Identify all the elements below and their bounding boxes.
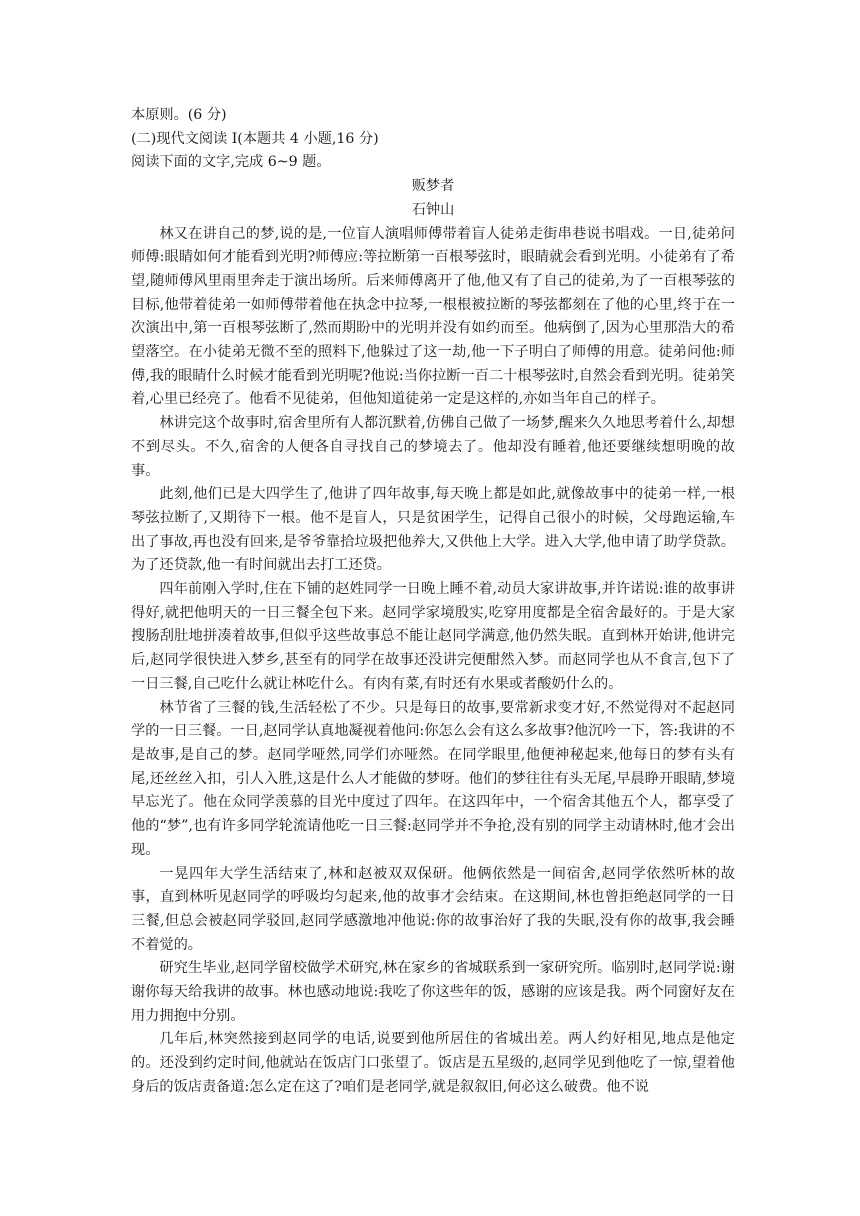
article-paragraph: 此刻,他们已是大四学生了,他讲了四年故事,每天晚上都是如此,就像故事中的徒弟一样,一根琴弦拉断了,又期待下一根。他不是盲人，只是贫困学生，记得自己很小的时候，父母跑运输,车出了事故,再也没有回来,是爷爷靠拾垃圾把他养大,又供他上大学。进入大学,他申请了助学贷款。为了还贷款,他一有时间就出去打工还贷。	[131, 486, 735, 574]
article-paragraph: 一晃四年大学生活结束了,林和赵被双双保研。他俩依然是一间宿舍,赵同学依然听林的故事，直到林听见赵同学的呼吸均匀起来,他的故事才会结束。在这期间,林也曾拒绝赵同学的一日三餐,但总会被赵同学驳回,赵同学感激地冲他说:你的故事治好了我的失眠,没有你的故事,我会睡不着觉的。	[131, 865, 735, 953]
article-paragraph: 林又在讲自己的梦,说的是,一位盲人演唱师傅带着盲人徒弟走街串巷说书唱戏。一日,徒弟问师傅:眼睛如何才能看到光明?师傅应:等拉断第一百根琴弦时，眼睛就会看到光明。小徒弟有了希望,随师傅风里雨里奔走于演出场所。后来师傅离开了他,他又有了自己的徒弟,为了一百根琴弦的目标,他带着徒弟一如师傅带着他在执念中拉琴,一根根被拉断的琴弦都刻在了他的心里,终于在一次演出中,第一百根琴弦断了,然而期盼中的光明并没有如约而至。他病倒了,因为心里那浩大的希望落空。在小徒弟无微不至的照料下,他躲过了这一劫,他一下子明白了师傅的用意。徒弟问他:师傅,我的眼睛什么时候才能看到光明呢?他说:当你拉断一百二十根琴弦时,自然会看到光明。徒弟笑着,心里已经亮了。他看不见徒弟，但他知道徒弟一定是这样的,亦如当年自己的样子。	[131, 225, 735, 408]
article-title: 贩梦者	[411, 178, 455, 195]
article-paragraph: 四年前刚入学时,住在下铺的赵姓同学一日晚上睡不着,动员大家讲故事,并许诺说:谁的故事讲得好,就把他明天的一日三餐全包下来。赵同学家境殷实,吃穿用度都是全宿舍最好的。于是大家搜肠刮肚地拼凑着故事,但似乎这些故事总不能让赵同学满意,他仍然失眠。直到林开始讲,他讲完后,赵同学很快进入梦乡,甚至有的同学在故事还没讲完便酣然入梦。而赵同学也从不食言,包下了一日三餐,自己吃什么就让林吃什么。有肉有菜,有时还有水果或者酸奶什么的。	[131, 581, 735, 692]
article-author: 石钟山	[411, 201, 455, 218]
section-heading: (二)现代文阅读 I(本题共 4 小题,16 分)	[131, 130, 379, 147]
header-line: 本原则。(6 分)	[131, 107, 227, 123]
document-page	[131, 104, 735, 1100]
article-paragraph: 几年后,林突然接到赵同学的电话,说要到他所居住的省城出差。两人约好相见,地点是他定的。还没到约定时间,他就站在饭店门口张望了。饭店是五星级的,赵同学见到他吃了一惊,望着他身后的饭店责备道:怎么定在这了?咱们是老同学,就是叙叙旧,何必这么破费。他不说	[131, 1031, 735, 1095]
article-paragraph: 研究生毕业,赵同学留校做学术研究,林在家乡的省城联系到一家研究所。临别时,赵同学说:谢谢你每天给我讲的故事。林也感动地说:我吃了你这些年的饭，感谢的应该是我。两个同窗好友在用力拥抱中分别。	[131, 960, 735, 1024]
article-paragraph: 林节省了三餐的钱,生活轻松了不少。只是每日的故事,要常新求变才好,不然觉得对不起赵同学的一日三餐。一日,赵同学认真地凝视着他问:你怎么会有这么多故事?他沉吟一下，答:我讲的不是故事,是自己的梦。赵同学哑然,同学们亦哑然。在同学眼里,他便神秘起来,他每日的梦有头有尾,还丝丝入扣，引人入胜,这是什么人才能做的梦呀。他们的梦往往有头无尾,早晨睁开眼睛,梦境早忘光了。他在众同学羡慕的目光中度过了四年。在这四年中，一个宿舍其他五个人，都享受了他的“梦”,也有许多同学轮流请他吃一日三餐:赵同学并不争抢,没有别的同学主动请林时,他才会出现。	[131, 699, 735, 858]
article-paragraph: 林讲完这个故事时,宿舍里所有人都沉默着,仿佛自己做了一场梦,醒来久久地思考着什么,却想不到尽头。不久,宿舍的人便各自寻找自己的梦境去了。他却没有睡着,他还要继续想明晚的故事。	[131, 415, 735, 479]
instruction-line: 阅读下面的文字,完成 6~9 题。	[131, 154, 331, 171]
